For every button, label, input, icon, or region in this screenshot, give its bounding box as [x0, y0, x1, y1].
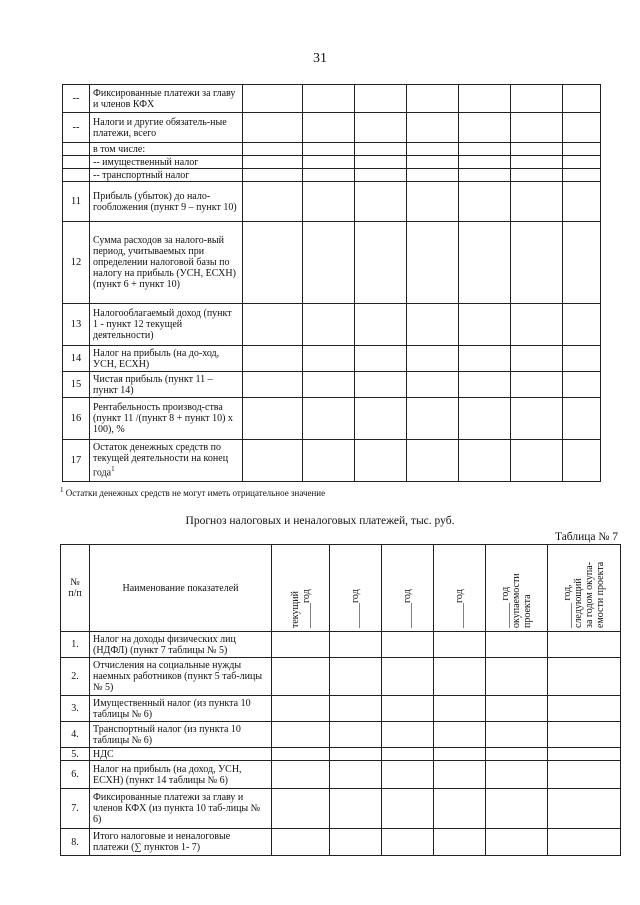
value-cell: [563, 398, 601, 440]
value-cell: [434, 829, 486, 856]
value-cell: [459, 346, 511, 372]
table-row: [63, 398, 601, 440]
value-cell: [243, 304, 303, 346]
value-cell: [355, 182, 407, 222]
value-cell: [243, 182, 303, 222]
row-number: 12: [63, 222, 90, 304]
value-cell: [330, 748, 382, 761]
value-cell: [303, 113, 355, 143]
value-cell: [563, 156, 601, 169]
table-row: [63, 169, 601, 182]
value-cell: [407, 169, 459, 182]
value-cell: [407, 346, 459, 372]
header-payback-year: _____ год окупаемости проекта: [486, 545, 548, 632]
value-cell: [330, 658, 382, 696]
header-year-2: _____год: [330, 545, 382, 632]
footnote: [60, 486, 325, 498]
row-number: 13: [63, 304, 90, 346]
value-cell: [563, 113, 601, 143]
table-row: [63, 222, 601, 304]
value-cell: [563, 169, 601, 182]
value-cell: [563, 372, 601, 398]
value-cell: [355, 304, 407, 346]
value-cell: [434, 722, 486, 748]
value-cell: [548, 761, 621, 789]
table-row: [61, 696, 621, 722]
value-cell: [355, 85, 407, 113]
value-cell: [330, 632, 382, 658]
value-cell: [459, 440, 511, 482]
value-cell: [272, 829, 330, 856]
value-cell: [303, 398, 355, 440]
value-cell: [407, 156, 459, 169]
table7-title: Прогноз налоговых и неналоговых платежей, тыс. руб.: [185, 515, 455, 527]
value-cell: [486, 761, 548, 789]
value-cell: [382, 632, 434, 658]
table-row: [63, 182, 601, 222]
value-cell: [330, 696, 382, 722]
value-cell: [563, 143, 601, 156]
header-num: № п/п: [61, 545, 90, 632]
row-number: 1.: [61, 632, 90, 658]
row-number: [63, 169, 90, 182]
value-cell: [303, 182, 355, 222]
value-cell: [563, 182, 601, 222]
table-row: [61, 829, 621, 856]
row-number: 7.: [61, 789, 90, 829]
value-cell: [548, 748, 621, 761]
value-cell: [486, 748, 548, 761]
value-cell: [243, 346, 303, 372]
value-cell: [486, 722, 548, 748]
row-number: 2.: [61, 658, 90, 696]
value-cell: [330, 789, 382, 829]
value-cell: [511, 372, 563, 398]
value-cell: [355, 222, 407, 304]
tax-payments-forecast-table: [60, 544, 621, 856]
value-cell: [486, 658, 548, 696]
row-number: 15: [63, 372, 90, 398]
row-indicator-name: Фиксированные платежи за главу и членов КФХ (из пункта 10 таб-лицы № 6): [90, 789, 272, 829]
value-cell: [355, 156, 407, 169]
value-cell: [355, 440, 407, 482]
value-cell: [548, 696, 621, 722]
row-number: 6.: [61, 761, 90, 789]
row-indicator-name: Остаток денежных средств по текущей деятельности на конец года$^1$: [90, 440, 243, 482]
value-cell: [563, 304, 601, 346]
table-row: [63, 440, 601, 482]
table-row: [63, 304, 601, 346]
table-row: [63, 156, 601, 169]
footnote-text: Остатки денежных средств не могут иметь отрицательное значение: [63, 488, 326, 498]
header-current-year: текущий _____год: [272, 545, 330, 632]
value-cell: [303, 222, 355, 304]
value-cell: [330, 761, 382, 789]
value-cell: [548, 658, 621, 696]
table7-label: Таблица № 7: [554, 531, 618, 543]
footnote-marker: 1: [60, 486, 64, 494]
value-cell: [511, 304, 563, 346]
row-indicator-name: Налог на прибыль (на до-ход, УСН, ЕСХН): [90, 346, 243, 372]
row-indicator-name: Налог на доходы физических лиц (НДФЛ) (пункт 7 таблицы № 5): [90, 632, 272, 658]
value-cell: [434, 632, 486, 658]
value-cell: [434, 696, 486, 722]
row-number: --: [63, 85, 90, 113]
row-number: 11: [63, 182, 90, 222]
value-cell: [511, 113, 563, 143]
row-number: 5.: [61, 748, 90, 761]
value-cell: [563, 85, 601, 113]
value-cell: [486, 632, 548, 658]
value-cell: [511, 182, 563, 222]
value-cell: [382, 722, 434, 748]
value-cell: [434, 748, 486, 761]
value-cell: [407, 222, 459, 304]
table-row: [63, 85, 601, 113]
value-cell: [548, 789, 621, 829]
value-cell: [382, 789, 434, 829]
value-cell: [355, 398, 407, 440]
value-cell: [303, 156, 355, 169]
income-table-continuation: [62, 84, 601, 482]
row-indicator-name: Отчисления на социальные нужды наемных работников (пункт 5 таб-лицы № 5): [90, 658, 272, 696]
value-cell: [243, 440, 303, 482]
value-cell: [407, 182, 459, 222]
row-indicator-name: Налогооблагаемый доход (пункт 1 - пункт 12 текущей деятельности): [90, 304, 243, 346]
value-cell: [330, 722, 382, 748]
value-cell: [382, 748, 434, 761]
value-cell: [407, 398, 459, 440]
footnote-ref: 1: [111, 465, 115, 474]
page-number: 31: [313, 51, 327, 66]
value-cell: [511, 156, 563, 169]
value-cell: [355, 346, 407, 372]
value-cell: [563, 440, 601, 482]
value-cell: [511, 346, 563, 372]
value-cell: [486, 696, 548, 722]
row-indicator-name: Транспортный налог (из пункта 10 таблицы № 6): [90, 722, 272, 748]
value-cell: [272, 658, 330, 696]
value-cell: [272, 789, 330, 829]
value-cell: [459, 398, 511, 440]
table-row: [63, 346, 601, 372]
value-cell: [548, 722, 621, 748]
value-cell: [272, 761, 330, 789]
value-cell: [243, 372, 303, 398]
row-number: [63, 156, 90, 169]
value-cell: [355, 113, 407, 143]
value-cell: [548, 829, 621, 856]
value-cell: [355, 169, 407, 182]
value-cell: [407, 143, 459, 156]
value-cell: [303, 440, 355, 482]
value-cell: [434, 761, 486, 789]
table7-header-row: [61, 545, 621, 632]
value-cell: [486, 829, 548, 856]
value-cell: [434, 789, 486, 829]
value-cell: [486, 789, 548, 829]
header-year-after-payback: _____ год, следующий за годом окупа- емости проекта: [548, 545, 621, 632]
value-cell: [272, 722, 330, 748]
row-indicator-name: -- имущественный налог: [90, 156, 243, 169]
value-cell: [563, 222, 601, 304]
value-cell: [434, 658, 486, 696]
table-row: [61, 632, 621, 658]
row-number: [63, 143, 90, 156]
value-cell: [511, 398, 563, 440]
row-number: 17: [63, 440, 90, 482]
value-cell: [459, 304, 511, 346]
value-cell: [243, 156, 303, 169]
row-indicator-name: -- транспортный налог: [90, 169, 243, 182]
row-indicator-name: НДС: [90, 748, 272, 761]
row-indicator-name: Прибыль (убыток) до нало-гообложения (пункт 9 – пункт 10): [90, 182, 243, 222]
table-row: [61, 761, 621, 789]
value-cell: [272, 696, 330, 722]
header-year-4: _____год: [434, 545, 486, 632]
table-row: [61, 748, 621, 761]
value-cell: [382, 829, 434, 856]
value-cell: [459, 169, 511, 182]
header-year-3: _____год: [382, 545, 434, 632]
table-row: [63, 143, 601, 156]
row-number: 14: [63, 346, 90, 372]
row-indicator-name: Чистая прибыль (пункт 11 – пункт 14): [90, 372, 243, 398]
value-cell: [243, 113, 303, 143]
value-cell: [355, 372, 407, 398]
value-cell: [382, 761, 434, 789]
value-cell: [407, 372, 459, 398]
value-cell: [511, 222, 563, 304]
value-cell: [459, 113, 511, 143]
value-cell: [272, 748, 330, 761]
value-cell: [548, 632, 621, 658]
value-cell: [272, 632, 330, 658]
value-cell: [243, 398, 303, 440]
row-number: 4.: [61, 722, 90, 748]
value-cell: [303, 372, 355, 398]
table-row: [61, 722, 621, 748]
row-number: 16: [63, 398, 90, 440]
value-cell: [303, 304, 355, 346]
value-cell: [511, 169, 563, 182]
value-cell: [330, 829, 382, 856]
value-cell: [355, 143, 407, 156]
table-row: [63, 113, 601, 143]
value-cell: [382, 696, 434, 722]
row-indicator-name: Итого налоговые и неналоговые платежи (∑ пунктов 1- 7): [90, 829, 272, 856]
table-row: [61, 789, 621, 829]
row-number: --: [63, 113, 90, 143]
value-cell: [303, 346, 355, 372]
header-indicator-name: Наименование показателей: [90, 545, 272, 632]
row-indicator-name: в том числе:: [90, 143, 243, 156]
value-cell: [243, 169, 303, 182]
value-cell: [303, 143, 355, 156]
table-row: [61, 658, 621, 696]
table-row: [63, 372, 601, 398]
value-cell: [459, 182, 511, 222]
value-cell: [382, 658, 434, 696]
value-cell: [511, 85, 563, 113]
value-cell: [459, 85, 511, 113]
value-cell: [459, 372, 511, 398]
value-cell: [511, 143, 563, 156]
value-cell: [407, 440, 459, 482]
value-cell: [459, 143, 511, 156]
row-indicator-name: Рентабельность производ-ства (пункт 11 /(пункт 8 + пункт 10) х 100), %: [90, 398, 243, 440]
row-indicator-name: Налоги и другие обязатель-ные платежи, всего: [90, 113, 243, 143]
value-cell: [459, 156, 511, 169]
value-cell: [459, 222, 511, 304]
row-indicator-name: Имущественный налог (из пункта 10 таблицы № 6): [90, 696, 272, 722]
value-cell: [243, 85, 303, 113]
value-cell: [407, 85, 459, 113]
row-number: 8.: [61, 829, 90, 856]
row-indicator-name: Сумма расходов за налого-вый период, учитываемых при определении налоговой базы по налогу на прибыль (УСН, ЕСХН) (пункт 6 + пункт 10): [90, 222, 243, 304]
row-number: 3.: [61, 696, 90, 722]
row-indicator-name: Фиксированные платежи за главу и членов КФХ: [90, 85, 243, 113]
value-cell: [303, 85, 355, 113]
value-cell: [407, 113, 459, 143]
row-indicator-name: Налог на прибыль (на доход, УСН, ЕСХН) (пункт 14 таблицы № 6): [90, 761, 272, 789]
value-cell: [511, 440, 563, 482]
value-cell: [243, 222, 303, 304]
value-cell: [407, 304, 459, 346]
value-cell: [243, 143, 303, 156]
value-cell: [303, 169, 355, 182]
value-cell: [563, 346, 601, 372]
